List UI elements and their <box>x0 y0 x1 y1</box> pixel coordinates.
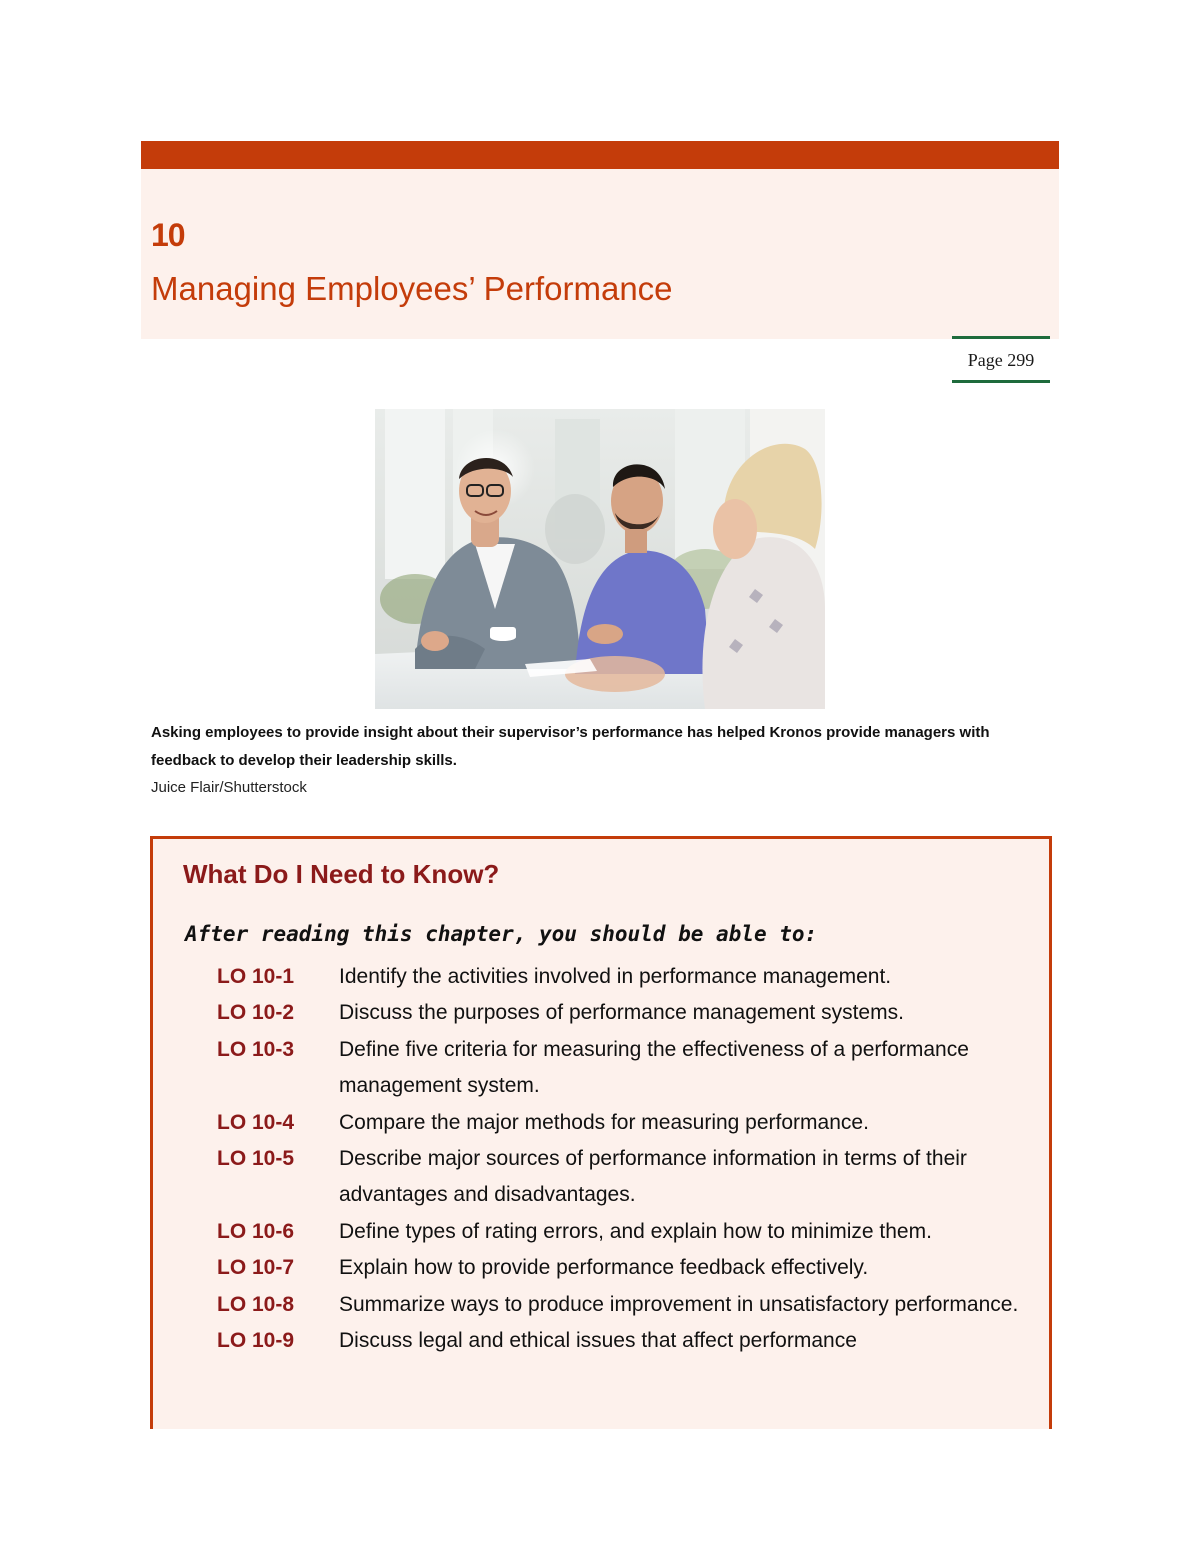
lo-code: LO 10-1 <box>217 965 295 988</box>
page-number-label: Page 299 <box>967 350 1035 370</box>
lo-text: Discuss legal and ethical issues that affect performance <box>339 1329 857 1353</box>
lo-text: Describe major sources of performance information in terms of their advantages and disadvantages. <box>339 1147 967 1207</box>
chapter-top-bar <box>141 141 1059 169</box>
page-marker-top-rule <box>952 336 1050 339</box>
list-item <box>217 1287 1037 1323</box>
photo-caption: Asking employees to provide insight about their supervisor’s performance has helped Kronos provide managers with feedback to develop their leadership skills. <box>151 724 990 769</box>
list-item <box>217 1250 1037 1286</box>
photo-credit: Juice Flair/Shutterstock <box>151 779 307 796</box>
lo-code: LO 10-7 <box>217 1256 295 1280</box>
list-item <box>217 1323 1037 1359</box>
list-item <box>217 1105 1037 1141</box>
lo-code: LO 10-4 <box>217 1110 295 1134</box>
list-item <box>217 959 1037 995</box>
chapter-title: Managing Employees’ Performance <box>151 270 673 307</box>
lo-code: LO 10-5 <box>217 1147 295 1171</box>
lo-text: Compare the major methods for measuring performance. <box>339 1110 869 1134</box>
learning-objectives-list <box>217 959 1037 1359</box>
list-item <box>217 1032 1037 1105</box>
list-item <box>217 1141 1037 1214</box>
lo-text: Identify the activities involved in performance management. <box>339 965 892 988</box>
learning-objectives-box <box>150 836 1052 1429</box>
lo-text: Define types of rating errors, and explain how to minimize them. <box>339 1219 932 1243</box>
lo-code: LO 10-3 <box>217 1037 295 1061</box>
list-item <box>217 1214 1037 1250</box>
lo-code: LO 10-9 <box>217 1329 295 1353</box>
lo-code: LO 10-6 <box>217 1219 295 1243</box>
page-marker <box>952 336 1050 384</box>
lo-text: Define five criteria for measuring the effectiveness of a performance management system. <box>339 1037 969 1098</box>
lo-text: Discuss the purposes of performance management systems. <box>339 1001 904 1025</box>
meeting-photo-illustration <box>375 409 825 709</box>
lo-text: Summarize ways to produce improvement in unsatisfactory performance. <box>339 1292 1019 1316</box>
objectives-heading: What Do I Need to Know? <box>183 859 500 889</box>
chapter-header <box>141 169 1059 339</box>
chapter-number: 10 <box>151 217 185 253</box>
chapter-opener-photo <box>375 409 825 709</box>
list-item <box>217 995 1037 1031</box>
lo-code: LO 10-2 <box>217 1001 295 1025</box>
objectives-intro: After reading this chapter, you should be able to: <box>185 922 818 946</box>
page-marker-bottom-rule <box>952 380 1050 383</box>
lo-code: LO 10-8 <box>217 1292 295 1316</box>
lo-text: Explain how to provide performance feedback effectively. <box>339 1256 869 1280</box>
